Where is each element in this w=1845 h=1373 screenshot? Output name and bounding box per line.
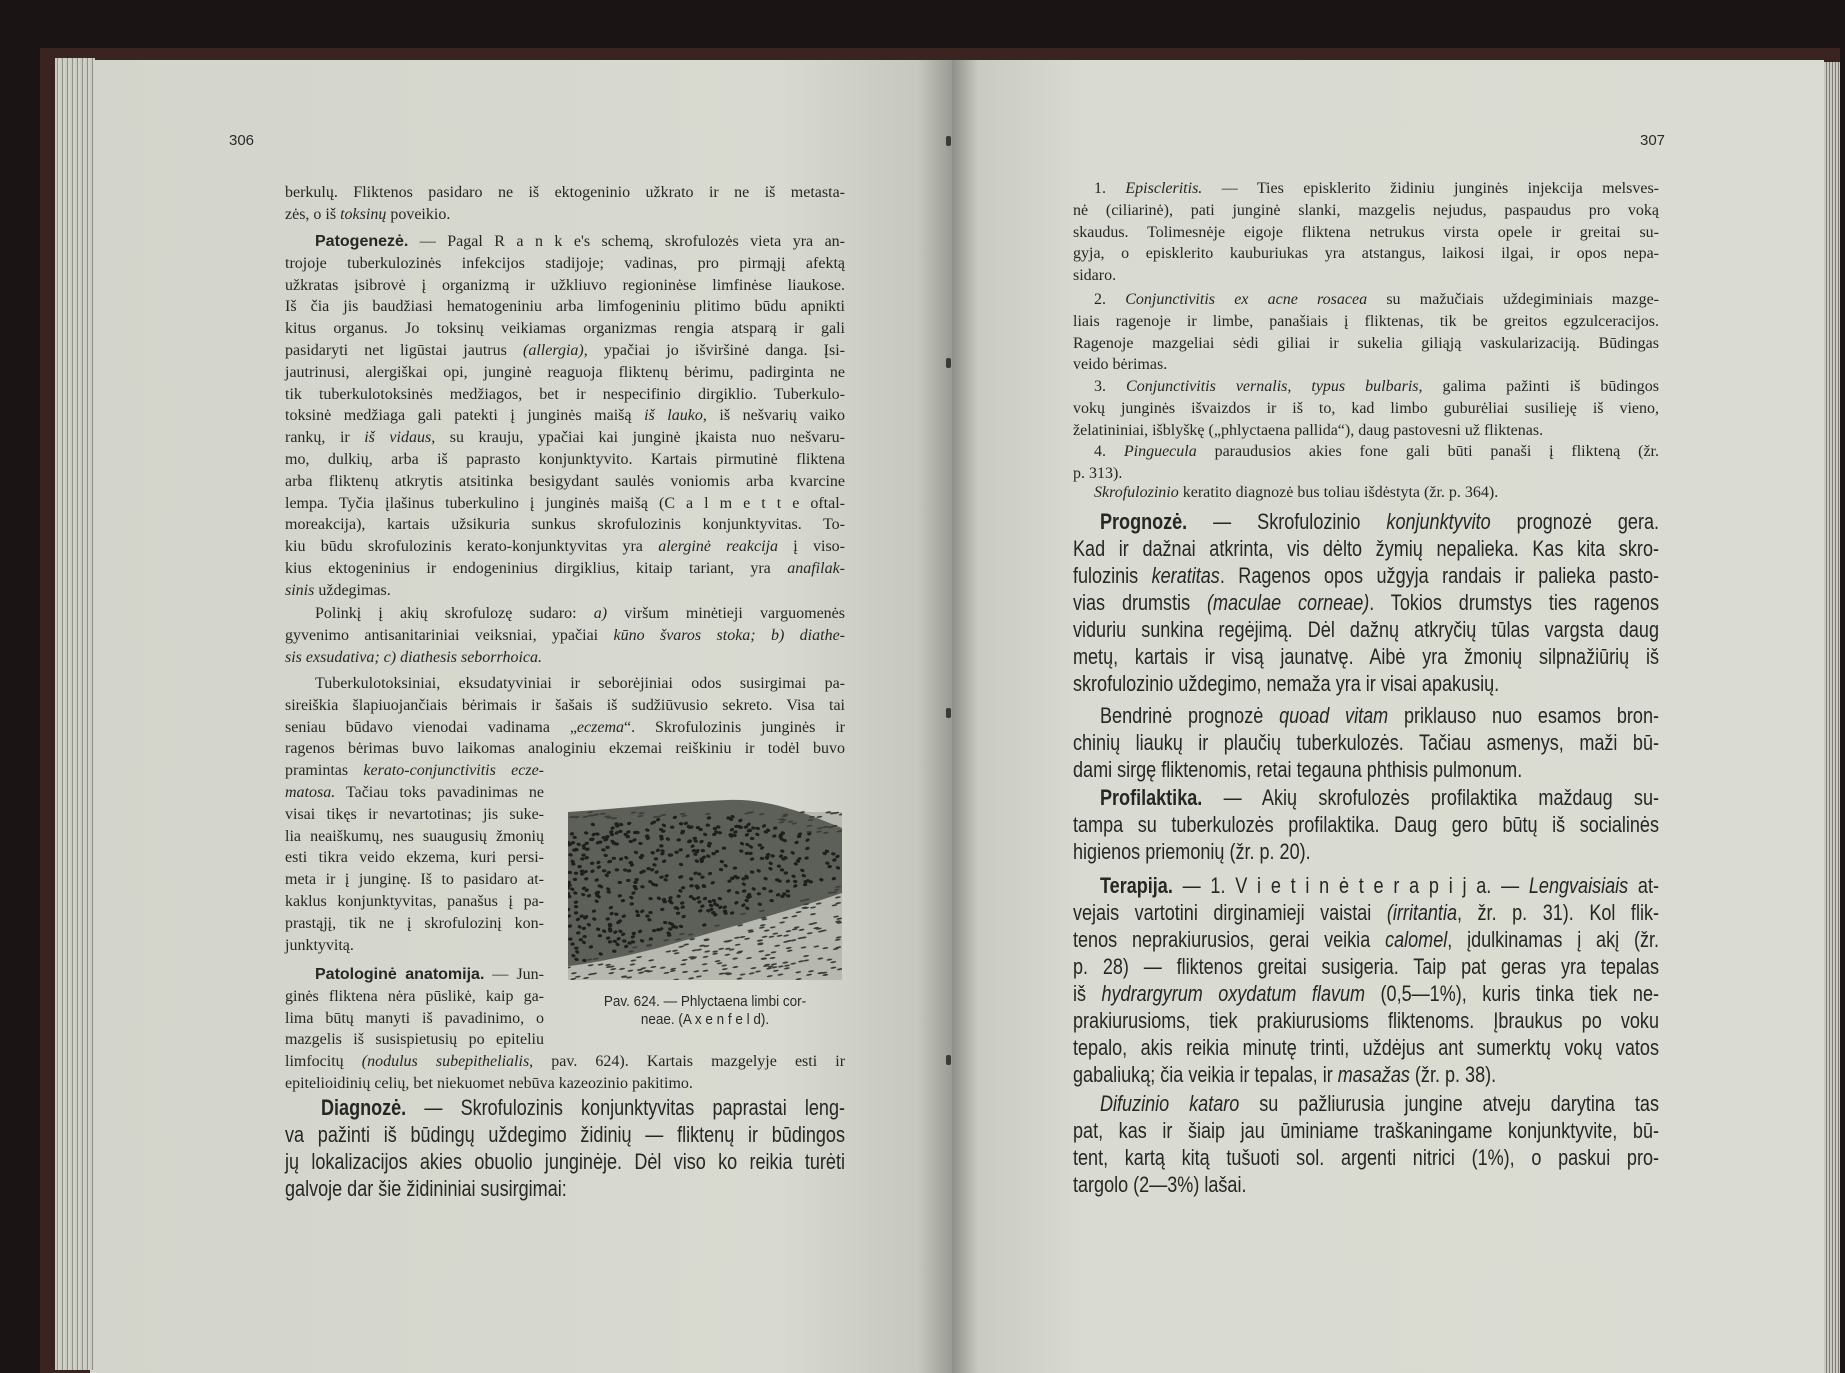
- page-edges: [55, 58, 95, 1370]
- text-line: gyvenimo antisanitariniai veiksniai, ypačiai kūno švaros stoka; b) diathe-: [285, 626, 845, 644]
- text-line: lempa. Tyčia įlašinus tuberkulino į junginės maišą (C a l m e t t e oftal-: [285, 494, 845, 512]
- text-line: 4. Pinguecula paraudusios akies fone gali būti panaši į flikteną (žr.: [1094, 443, 1659, 460]
- text-line: želatininiai, išblyškę („phlyctaena pallida“), daug pastovesni už fliktenas.: [1073, 421, 1544, 439]
- figure-caption: [575, 993, 836, 1029]
- text-line: iš hydrargyrum oxydatum flavum (0,5—1%), kuris tinka tiek ne-: [1073, 981, 1659, 1006]
- text-line: tik tuberkulotoksinės medžiagos, bet ir nespecifinio dirgiklio. Tuberkulo-: [285, 385, 845, 403]
- text-line: sireiškia šlapiuojančiais bėrimais ir šašais iš sudžiūvusio sekreto. Visa tai: [285, 696, 845, 714]
- paragraph-large: [1073, 702, 1788, 783]
- text-line: visai tikęs ir nevartotinas; jis suke-: [285, 805, 544, 823]
- text-line: zės, o iš toksinų poveikio.: [285, 205, 451, 223]
- text-line: higienos priemonių (žr. p. 20).: [1073, 839, 1311, 864]
- text-line: sis exsudativa; c) diathesis seborrhoica.: [285, 648, 543, 666]
- text-line: Tuberkulotoksiniai, eksudatyviniai ir seborėjiniai odos susirgimai pa-: [315, 675, 845, 692]
- text-line: fulozinis keratitas. Ragenos opos užgyja randais ir palieka pasto-: [1073, 563, 1659, 588]
- text-line: epitelioidinių celių, bet niekuomet nebūva kazeozinio pakitimo.: [285, 1074, 693, 1092]
- text-line: lima būtų manyti iš pavadinimo, o: [285, 1009, 544, 1027]
- text-line: jų lokalizacijos akies obuolio junginėje. Dėl viso ko reikia turėti: [285, 1149, 845, 1174]
- text-line: limfocitų (nodulus subepithelialis, pav. 624). Kartais mazgelyje esti ir: [285, 1053, 846, 1071]
- text-line: Terapija. — 1. V i e t i n ė t e r a p i j a. — Lengvaisiais at-: [1100, 873, 1659, 898]
- text-line: junktyvitą.: [285, 936, 354, 954]
- text-line: seniau būdavo vienodai vadinama „eczema“. Skrofulozinis junginės ir: [285, 718, 845, 736]
- text-line: galvoje dar šie židininiai susirgimai:: [285, 1176, 567, 1201]
- text-line: p. 28) — fliktenos greitai susigeria. Taip pat geras yra tepalas: [1073, 954, 1659, 979]
- binding-thread: [946, 1055, 951, 1065]
- text-line: chinių liaukų ir plaučių tuberkulozės. Tačiau asmenys, maži bū-: [1073, 730, 1659, 755]
- paragraph: [285, 231, 845, 602]
- paragraph-large: [1073, 784, 1788, 865]
- paragraph: [1073, 178, 1659, 287]
- paragraph: [285, 182, 845, 226]
- paragraph: [285, 603, 845, 668]
- text-line: Polinkį į akių skrofulozę sudaro: a) viršum minėtieji varguomenės: [315, 605, 845, 622]
- text-line: sinis uždegimas.: [285, 581, 391, 599]
- text-line: rankų, ir iš vidaus, su krauju, ypačiai kai junginė įkaista nuo nešvaru-: [285, 429, 846, 447]
- text-line: toksinė medžiaga gali patekti į junginės maišą iš lauko, iš nešvarių vaiko: [285, 407, 846, 425]
- text-line: vejais vartotini dirginamieji vaistai (irritantia, žr. p. 31). Kol flik-: [1073, 900, 1659, 925]
- text-line: Skrofulozinio keratito diagnozė bus toliau išdėstyta (žr. p. 364).: [1094, 484, 1499, 501]
- text-line: Patologinė anatomija. — Jun-: [315, 966, 544, 983]
- text-line: vokų junginės išvaizdos ir iš to, kad limbo guburėliai susilieję iš vieno,: [1073, 399, 1659, 417]
- paragraph: [285, 964, 845, 1095]
- text-line: tampa su tuberkulozės profilaktika. Daug gero būtų iš socialinės: [1073, 812, 1659, 837]
- text-line: vias drumstis (maculae corneae). Tokios drumstys ties ragenos: [1073, 590, 1659, 615]
- text-line: skaudus. Tolimesnėje eigoje fliktena netrukus virsta opele ir greitai su-: [1073, 223, 1659, 241]
- text-line: mo, dulkių, arba iš paprasto konjunktyvito. Kartais pirmutinė fliktena: [285, 450, 845, 468]
- text-line: tepalo, akis reikia minutę trinti, uždėjus ant sumerktų vokų vatos: [1073, 1035, 1659, 1060]
- text-line: tenos neprakiurusios, gerai veikia calomel, įdulkinamas į akį (žr.: [1073, 927, 1659, 952]
- text-line: gabaliuką; čia veikia ir tepalas, ir masažas (žr. p. 38).: [1073, 1062, 1497, 1087]
- text-line: viduriu sunkina regėjimą. Dėl dažnų atkryčių tūlas vargsta daug: [1073, 617, 1659, 642]
- cell-nucleus: [581, 854, 585, 857]
- text-line: skrofulozinio uždegimo, nemaža yra ir visai apakusių.: [1073, 671, 1500, 696]
- text-line: prakiurusioms, tiek prakiurusioms fliktenoms. Įbraukus po voku: [1073, 1008, 1659, 1033]
- paragraph: [1073, 289, 1659, 376]
- text-line: dami sirgę fliktenomis, retai tegauna phthisis pulmonum.: [1073, 757, 1523, 782]
- text-line: trojoje tuberkulozinės infekcijos stadijoje; vadinas, pro pirmąjį afektą: [285, 254, 845, 272]
- text-line: lia neaiškumų, nes suaugusių žmonių: [285, 827, 544, 845]
- text-line: pasidaryti net ligūstai jautrus (allergia), ypačiai jo išviršinė danga. Įsi-: [285, 341, 846, 359]
- text-line: kius ektogeninius ir endogeninius dirgiklius, kitaip tariant, yra anafilak-: [285, 559, 845, 577]
- text-line: kaklus konjunktyvitas, panašus į pa-: [285, 892, 544, 910]
- text-line: užkratas įsibrovė į organizmą ir užkliuvo regioninėse limfinėse liaukose.: [285, 276, 845, 294]
- text-line: Profilaktika. — Akių skrofulozės profilaktika maždaug su-: [1100, 785, 1659, 810]
- paragraph-large: [285, 1094, 968, 1202]
- paragraph: [1073, 441, 1659, 485]
- text-line: pat, kas ir šiaip jau ūminiame traškaningame konjunktyvite, bū-: [1073, 1118, 1659, 1143]
- text-line: gyja, o episklerito kauburiukas yra atstangus, laikosi ilgai, ir opos nepa-: [1073, 245, 1659, 263]
- text-line: 2. Conjunctivitis ex acne rosacea su mažučiais uždegiminiais mazge-: [1094, 291, 1659, 308]
- paragraph-large: [1073, 872, 1788, 1088]
- text-line: berkulų. Fliktenos pasidaro ne iš ektogeninio užkrato ir ne iš metasta-: [285, 184, 845, 201]
- text-line: Diagnozė. — Skrofulozinis konjunktyvitas paprastai leng-: [321, 1095, 845, 1120]
- text-line: 1. Episcleritis. — Ties episklerito židiniu junginės injekcija melsves-: [1094, 180, 1659, 197]
- text-line: moreakcija), kartais užsikuria sunkus skrofulozinis konjunktyvitas. To-: [285, 516, 845, 534]
- text-line: kiu būdu skrofulozinis kerato-konjunktyvitas yra alerginė reakcija į viso-: [285, 538, 845, 556]
- text-line: Iš čia jis baudžiasi hematogeniniu arba limfogeniniu plitimo būdu apnikti: [285, 298, 845, 316]
- cell-nucleus: [784, 871, 788, 874]
- text-line: metų, kartais ir visą jaunatvę. Aibė yra žmonių silpnažiūrių iš: [1073, 644, 1659, 669]
- text-line: nė (ciliarinė), pati junginė slanki, mazgelis nejudus, paspaudus pro voką: [1073, 201, 1659, 219]
- paragraph-large: [1073, 508, 1788, 697]
- text-line: Bendrinė prognozė quoad vitam priklauso nuo esamos bron-: [1100, 703, 1660, 728]
- text-line: p. 313).: [1073, 464, 1123, 482]
- text-line: targolo (2—3%) lašai.: [1073, 1172, 1247, 1197]
- binding-thread: [946, 136, 951, 146]
- text-line: ginės fliktena nėra pūslikė, kaip ga-: [285, 987, 544, 1005]
- text-line: kitus organus. Jo toksinų veikiamas organizmas rengia atsparą ir gali: [285, 320, 845, 338]
- text-line: arba fliktenų atkrytis atsitinka besigydant saulės voniomis arba kvarcine: [285, 472, 845, 490]
- text-line: ragenos bėrimas buvo laikomas analoginiu ekzemai reiškiniu ir todėl buvo: [285, 740, 845, 758]
- text-line: liais ragenoje ir limbe, panašiais į fliktenas, tik be greitos egzulceracijos.: [1073, 312, 1659, 330]
- text-line: Difuzinio kataro su pažliurusia jungine atveju darytina tas: [1100, 1091, 1659, 1116]
- paragraph: [1073, 376, 1659, 441]
- text-line: meta ir į junginę. Iš to pasidaro at-: [285, 871, 544, 889]
- text-line: matosa. Tačiau toks pavadinimas ne: [285, 783, 544, 801]
- cell-nucleus: [648, 911, 652, 914]
- text-line: Kad ir dažnai atkrinta, vis dėlto žymių nepalieka. Kas kita skro-: [1073, 536, 1659, 561]
- page-edges-right: [1824, 62, 1840, 1373]
- paragraph-large: [1073, 1090, 1788, 1198]
- figure-624-histology: [568, 798, 842, 980]
- text-line: pramintas kerato-conjunctivitis ecze-: [285, 762, 545, 780]
- paragraph: [1073, 482, 1659, 504]
- binding-thread: [946, 708, 951, 718]
- text-line: sidaro.: [1073, 267, 1117, 285]
- text-line: tent, kartą kitą tušuoti sol. argenti nitrici (1%), o paskui pro-: [1073, 1145, 1659, 1170]
- page-number-left: 306: [229, 132, 255, 149]
- text-line: Prognozė. — Skrofulozinio konjunktyvito prognozė gera.: [1100, 509, 1659, 534]
- text-line: jautrinusi, alergiškai opi, junginė reaguoja fliktenų bėrimu, padirginta ne: [285, 363, 845, 381]
- caption-line: neae. (A x e n f e l d).: [640, 1011, 770, 1028]
- binding-thread: [946, 358, 951, 368]
- text-line: Patogenezė. — Pagal R a n k e's schemą, skrofulozės vieta yra an-: [315, 233, 845, 250]
- page-number-right: 307: [1640, 132, 1666, 149]
- text-line: va pažinti iš būdingų uždegimo židinių — fliktenų ir būdingos: [285, 1122, 845, 1147]
- text-line: esti tikra veido ekzema, kuri persi-: [285, 849, 544, 867]
- text-line: veido bėrimas.: [1073, 356, 1168, 374]
- caption-line: Pav. 624. — Phlyctaena limbi cor-: [603, 993, 807, 1010]
- text-line: mazgelis iš susispietusių po epiteliu: [285, 1031, 544, 1049]
- text-line: 3. Conjunctivitis vernalis, typus bulbaris, galima pažinti iš būdingos: [1094, 378, 1660, 395]
- text-line: Ragenoje mazgeliai sėdi giliai ir sukelia giliąją vaskularizaciją. Būdingas: [1073, 334, 1659, 352]
- text-line: prastąjį, tik ne į skrofulozinį kon-: [285, 914, 544, 932]
